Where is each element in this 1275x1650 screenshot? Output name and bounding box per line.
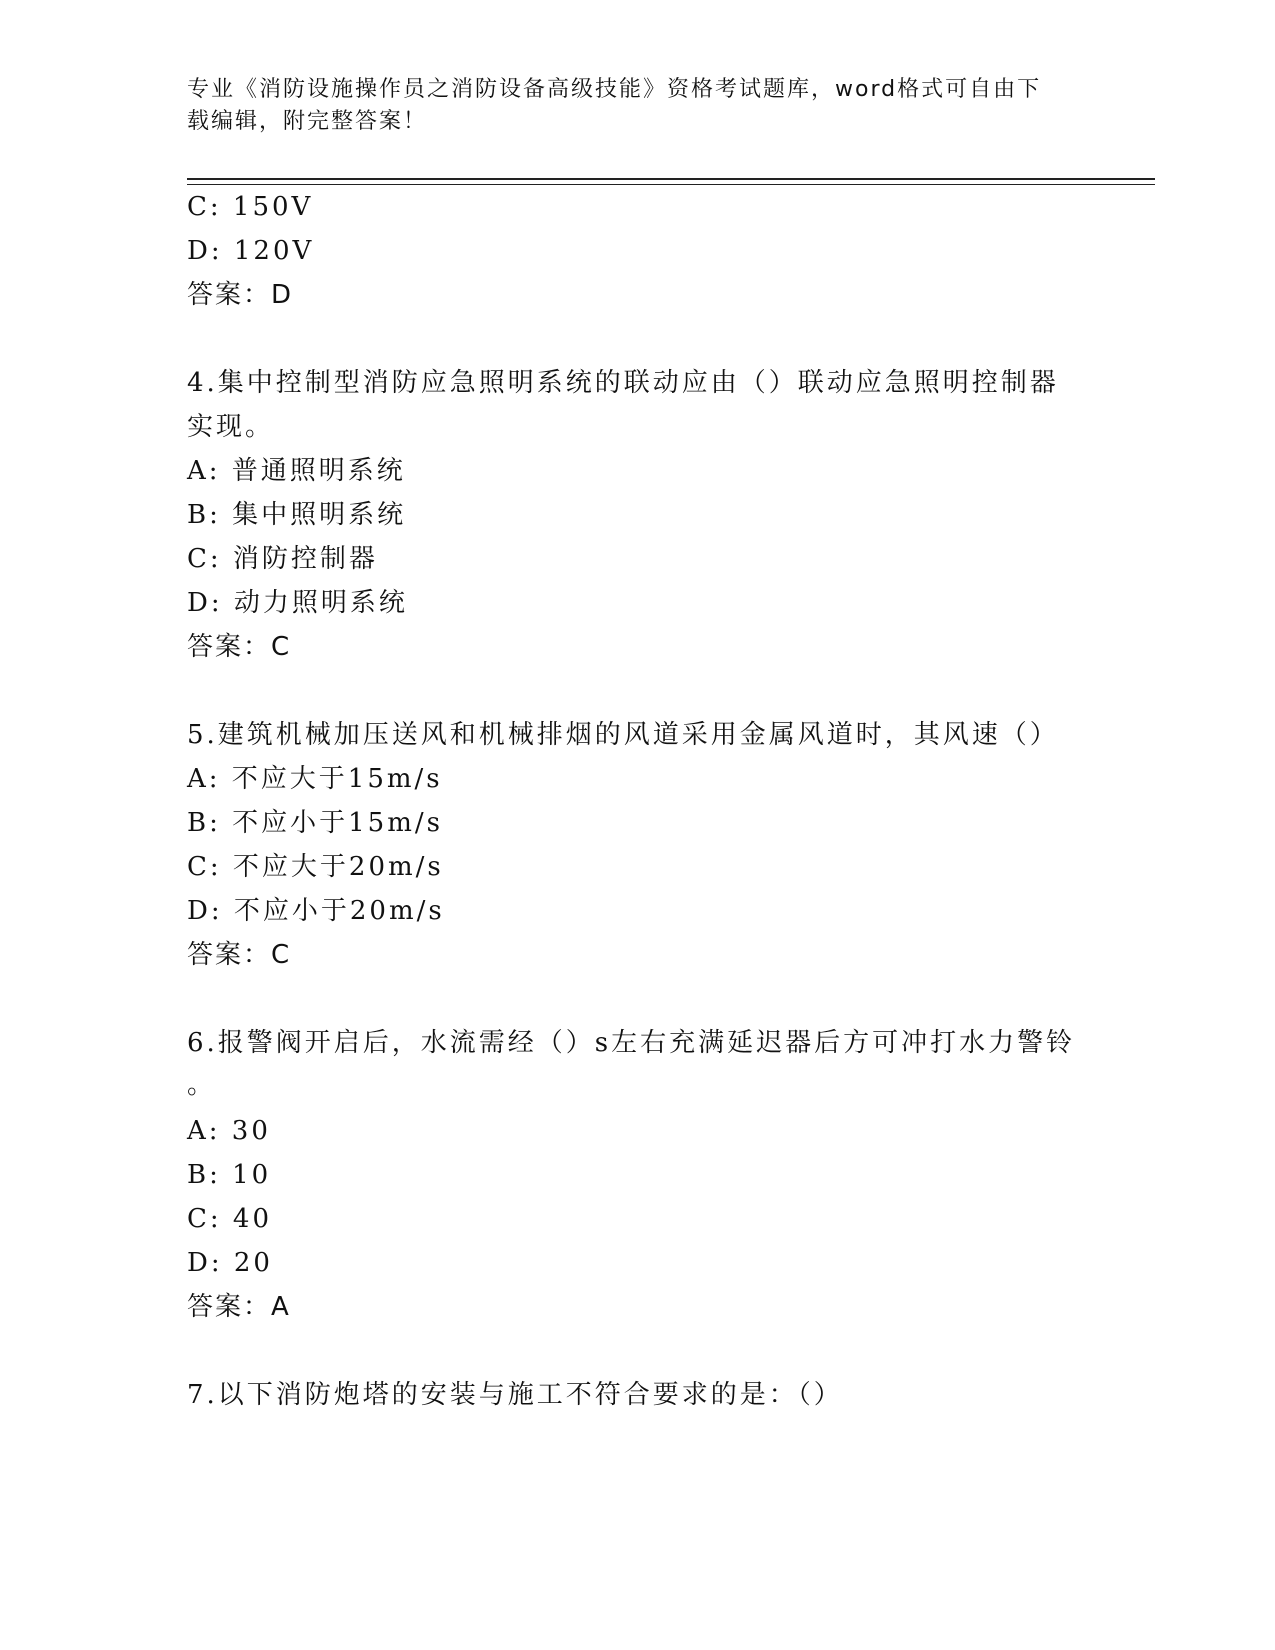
q4-option-b: B: 集中照明系统	[187, 500, 407, 530]
q4-stem-line-1: 4.集中控制型消防应急照明系统的联动应由（）联动应急照明控制器	[187, 368, 1059, 398]
q5-option-c: C: 不应大于20m/s	[187, 852, 444, 882]
q5-answer: 答案：C	[187, 940, 292, 970]
header-divider-thin	[187, 184, 1155, 185]
header-line-1: 专业《消防设施操作员之消防设备高级技能》资格考试题库，word格式可自由下	[187, 77, 1042, 102]
q4-stem-line-2: 实现。	[187, 412, 275, 442]
q6-option-b: B: 10	[187, 1160, 272, 1190]
q5-option-a: A: 不应大于15m/s	[187, 764, 443, 794]
q4-option-a: A: 普通照明系统	[187, 456, 406, 486]
q4-option-d: D: 动力照明系统	[187, 588, 408, 618]
q6-answer: 答案：A	[187, 1292, 291, 1322]
header-divider-thick	[187, 178, 1155, 180]
q3-answer: 答案：D	[187, 280, 294, 310]
q4-answer: 答案：C	[187, 632, 292, 662]
header-line-2: 载编辑，附完整答案！	[187, 109, 428, 134]
q7-stem-line-1: 7.以下消防炮塔的安装与施工不符合要求的是：（）	[187, 1380, 843, 1410]
q3-option-d: D: 120V	[187, 236, 315, 266]
q4-option-c: C: 消防控制器	[187, 544, 378, 574]
q5-option-b: B: 不应小于15m/s	[187, 808, 443, 838]
q3-option-c: C: 150V	[187, 192, 314, 222]
q5-option-d: D: 不应小于20m/s	[187, 896, 445, 926]
q6-option-c: C: 40	[187, 1204, 273, 1234]
q5-stem-line-1: 5.建筑机械加压送风和机械排烟的风道采用金属风道时，其风速（）	[187, 720, 1059, 750]
document-header	[187, 74, 1087, 138]
q6-stem-line-1: 6.报警阀开启后，水流需经（）s左右充满延迟器后方可冲打水力警铃	[187, 1028, 1076, 1058]
q6-stem-line-2: 。	[187, 1070, 217, 1100]
q6-option-a: A: 30	[187, 1116, 271, 1146]
q6-option-d: D: 20	[187, 1248, 273, 1278]
